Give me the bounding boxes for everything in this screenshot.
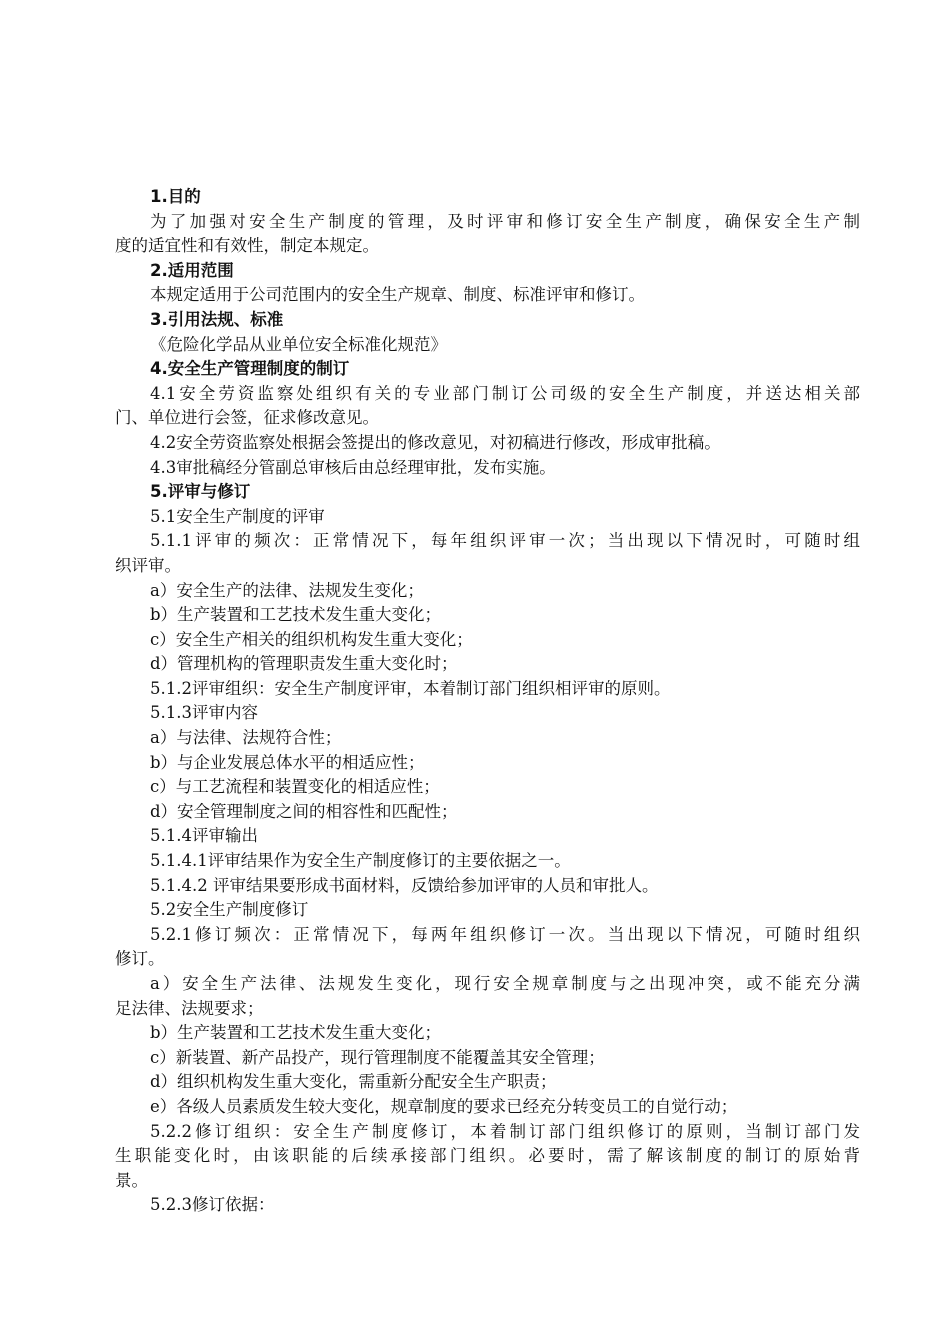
paragraph-continuation-line: 足法律、法规要求； [115,998,264,1018]
paragraph-line: a）安全生产法律、法规发生变化，现行安全规章制度与之出现冲突，或不能充分满 [150,974,860,993]
paragraph-line: d）管理机构的管理职责发生重大变化时； [150,654,458,674]
section-heading: 3.引用法规、标准 [150,309,284,329]
paragraph-line: c）与工艺流程和装置变化的相适应性； [150,777,440,797]
paragraph-line: 4.1安全劳资监察处组织有关的专业部门制订公司级的安全生产制度，并送达相关部 [150,383,860,403]
paragraph-line: 5.1安全生产制度的评审 [150,506,325,526]
section-heading: 2.适用范围 [150,260,234,280]
paragraph-line: 4.3审批稿经分管副总审核后由总经理审批，发布实施。 [150,457,556,477]
paragraph-line: 《危险化学品从业单位安全标准化规范》 [150,334,447,354]
paragraph-line: 5.2.2修订组织：安全生产制度修订，本着制订部门组织修订的原则，当制订部门发 [150,1121,860,1141]
paragraph-line: 5.2安全生产制度修订 [150,900,309,920]
paragraph-line: 5.1.2评审组织：安全生产制度评审，本着制订部门组织相评审的原则。 [150,678,671,698]
paragraph-line: 4.2安全劳资监察处根据会签提出的修改意见，对初稿进行修改，形成审批稿。 [150,432,721,452]
paragraph-line: e）各级人员素质发生较大变化，规章制度的要求已经充分转变员工的自觉行动； [150,1096,738,1116]
section-heading: 1.目的 [150,187,201,206]
paragraph-line: b）与企业发展总体水平的相适应性； [150,752,425,772]
paragraph-line: 5.1.4.2 评审结果要形成书面材料，反馈给参加评审的人员和审批人。 [150,875,659,895]
paragraph-line: 5.1.1评审的频次：正常情况下，每年组织评审一次；当出现以下情况时，可随时组 [150,531,860,551]
paragraph-line: 5.1.4.1评审结果作为安全生产制度修订的主要依据之一。 [150,851,571,871]
document-body [115,185,860,1218]
paragraph-line: 5.1.4评审输出 [150,826,258,846]
paragraph-line: b）生产装置和工艺技术发生重大变化； [150,605,442,625]
paragraph-continuation-line: 度的适宜性和有效性，制定本规定。 [115,236,379,256]
paragraph-line: 本规定适用于公司范围内的安全生产规章、制度、标准评审和修订。 [150,285,645,305]
paragraph-line: c）新装置、新产品投产，现行管理制度不能覆盖其安全管理； [150,1047,605,1067]
paragraph-continuation-line: 景。 [115,1170,148,1190]
paragraph-continuation-line: 生职能变化时，由该职能的后续承接部门组织。必要时，需了解该制度的制订的原始背 [115,1146,860,1166]
paragraph-line: b）生产装置和工艺技术发生重大变化； [150,1023,442,1043]
section-heading: 4.安全生产管理制度的制订 [150,359,350,379]
paragraph-line: a）与法律、法规符合性； [150,728,342,748]
paragraph-line: 5.2.1修订频次：正常情况下，每两年组织修订一次。当出现以下情况，可随时组织 [150,924,860,944]
paragraph-line: d）组织机构发生重大变化，需重新分配安全生产职责； [150,1072,557,1092]
paragraph-continuation-line: 门、单位进行会签，征求修改意见。 [115,408,379,428]
paragraph-line: 为了加强对安全生产制度的管理，及时评审和修订安全生产制度，确保安全生产制 [150,211,860,231]
paragraph-continuation-line: 织评审。 [115,555,181,575]
paragraph-continuation-line: 修订。 [115,949,165,969]
paragraph-line: d）安全管理制度之间的相容性和匹配性； [150,801,458,821]
paragraph-line: c）安全生产相关的组织机构发生重大变化； [150,629,473,649]
paragraph-line: a）安全生产的法律、法规发生变化； [150,580,424,600]
paragraph-line: 5.2.3修订依据： [150,1195,275,1215]
paragraph-line: 5.1.3评审内容 [150,703,258,723]
section-heading: 5.评审与修订 [150,482,251,502]
